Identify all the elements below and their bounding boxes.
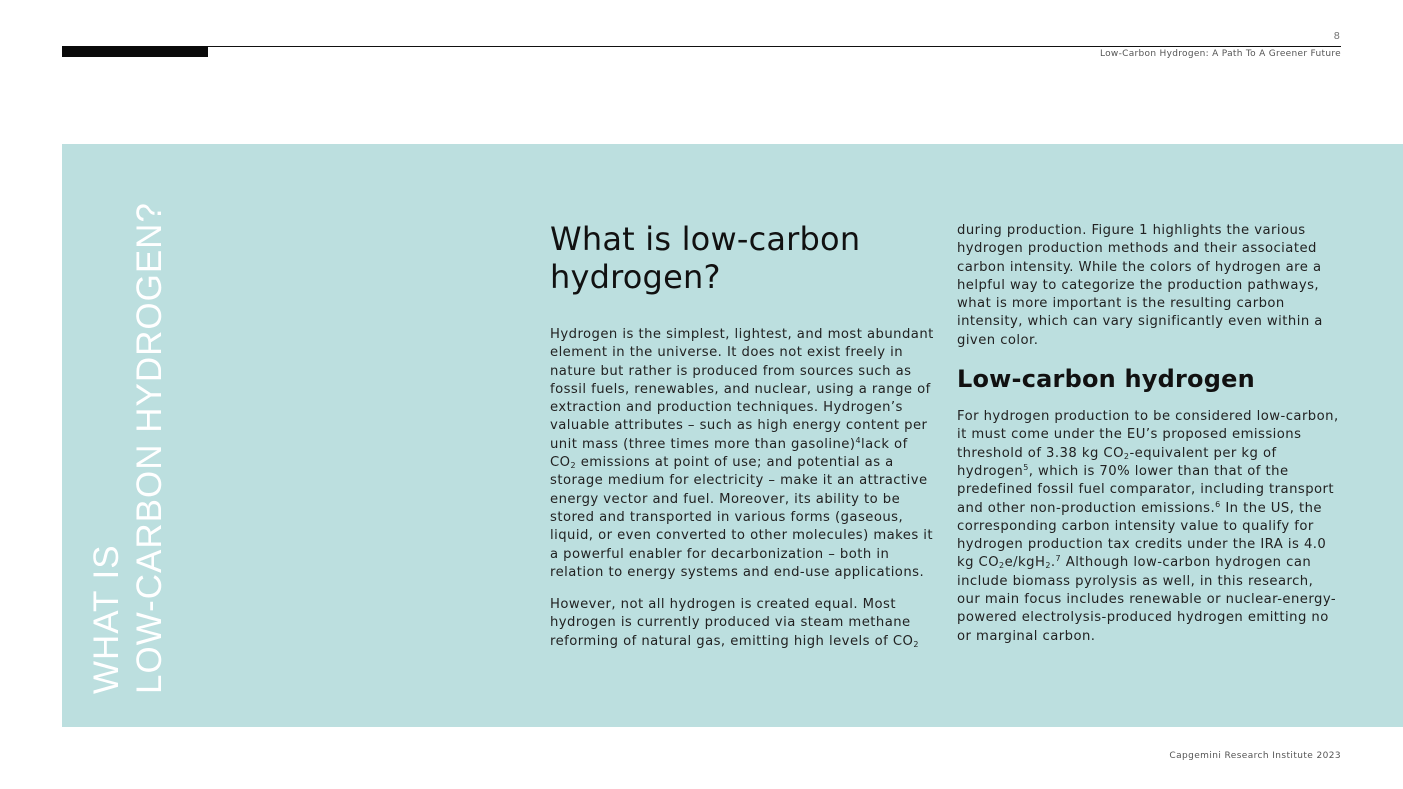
- footer-credit: Capgemini Research Institute 2023: [1169, 751, 1341, 761]
- paragraph-low-carbon: For hydrogen production to be considered low-carbon, it must come under the EU’s proposed emissions threshold of 3.38 kg $CO_2$-equivalent per kg of hydrogen$^5$, which is 70% lower than that of the predefined fossil fuel comparator, including transport and other non-production emissions.$^6$ In the US, the corresponding carbon intensity value to qualify for hydrogen production tax credits under the IRA is 4.0 kg $CO_2e/kgH_2.^7$ Although low-carbon hydrogen can include biomass pyrolysis as well, in this research, our main focus includes renewable or nuclear-energy-powered electrolysis-produced hydrogen emitting no or marginal carbon.: [957, 409, 1339, 644]
- footnote-ref: 7: [1055, 554, 1062, 564]
- article-heading: What is low-carbon hydrogen?: [550, 220, 861, 296]
- paragraph-not-equal: However, not all hydrogen is created equal. Most hydrogen is currently produced via steam methane reforming of natural gas, emitting high levels of $CO_2$: [550, 597, 919, 649]
- paragraph-intro: Hydrogen is the simplest, lightest, and most abundant element in the universe. It does not exist freely in nature but rather is produced from sources such as fossil fuels, renewables, and nuclear, using a range of extraction and production techniques. Hydrogen’s valuable attributes – such as high energy content per unit mass (three times more than gasoline)$^4$lack of $CO_2$ emissions at point of use; and potential as a storage medium for electricity – make it an attractive energy vector and fuel. Moreover, its ability to be stored and transported in various forms (gaseous, liquid, or even converted to other molecules) makes it a powerful enabler for decarbonization – both in relation to energy systems and end-use applications.: [550, 327, 934, 580]
- side-title-line2: LOW-CARBON HYDROGEN?: [130, 202, 169, 694]
- article-column-left: [550, 220, 937, 665]
- side-title: [85, 202, 171, 694]
- header-accent-bar: [62, 46, 208, 57]
- paragraph-continuation: during production. Figure 1 highlights the various hydrogen production methods and their associated carbon intensity. While the colors of hydrogen are a helpful way to categorize the production pathways, what is more important is the resulting carbon intensity, which can vary significantly even within a given color.: [957, 223, 1323, 348]
- article-column-right: [957, 222, 1341, 660]
- side-title-line1: WHAT IS: [87, 544, 126, 694]
- footnote-ref: 4: [855, 435, 861, 445]
- footnote-ref: 6: [1215, 499, 1221, 509]
- page-number: 8: [1333, 31, 1340, 42]
- running-title: Low-Carbon Hydrogen: A Path To A Greener Future: [1099, 49, 1341, 59]
- article-subheading: Low-carbon hydrogen: [957, 365, 1255, 394]
- header-rule: [62, 46, 1341, 47]
- footnote-ref: 5: [1023, 462, 1029, 472]
